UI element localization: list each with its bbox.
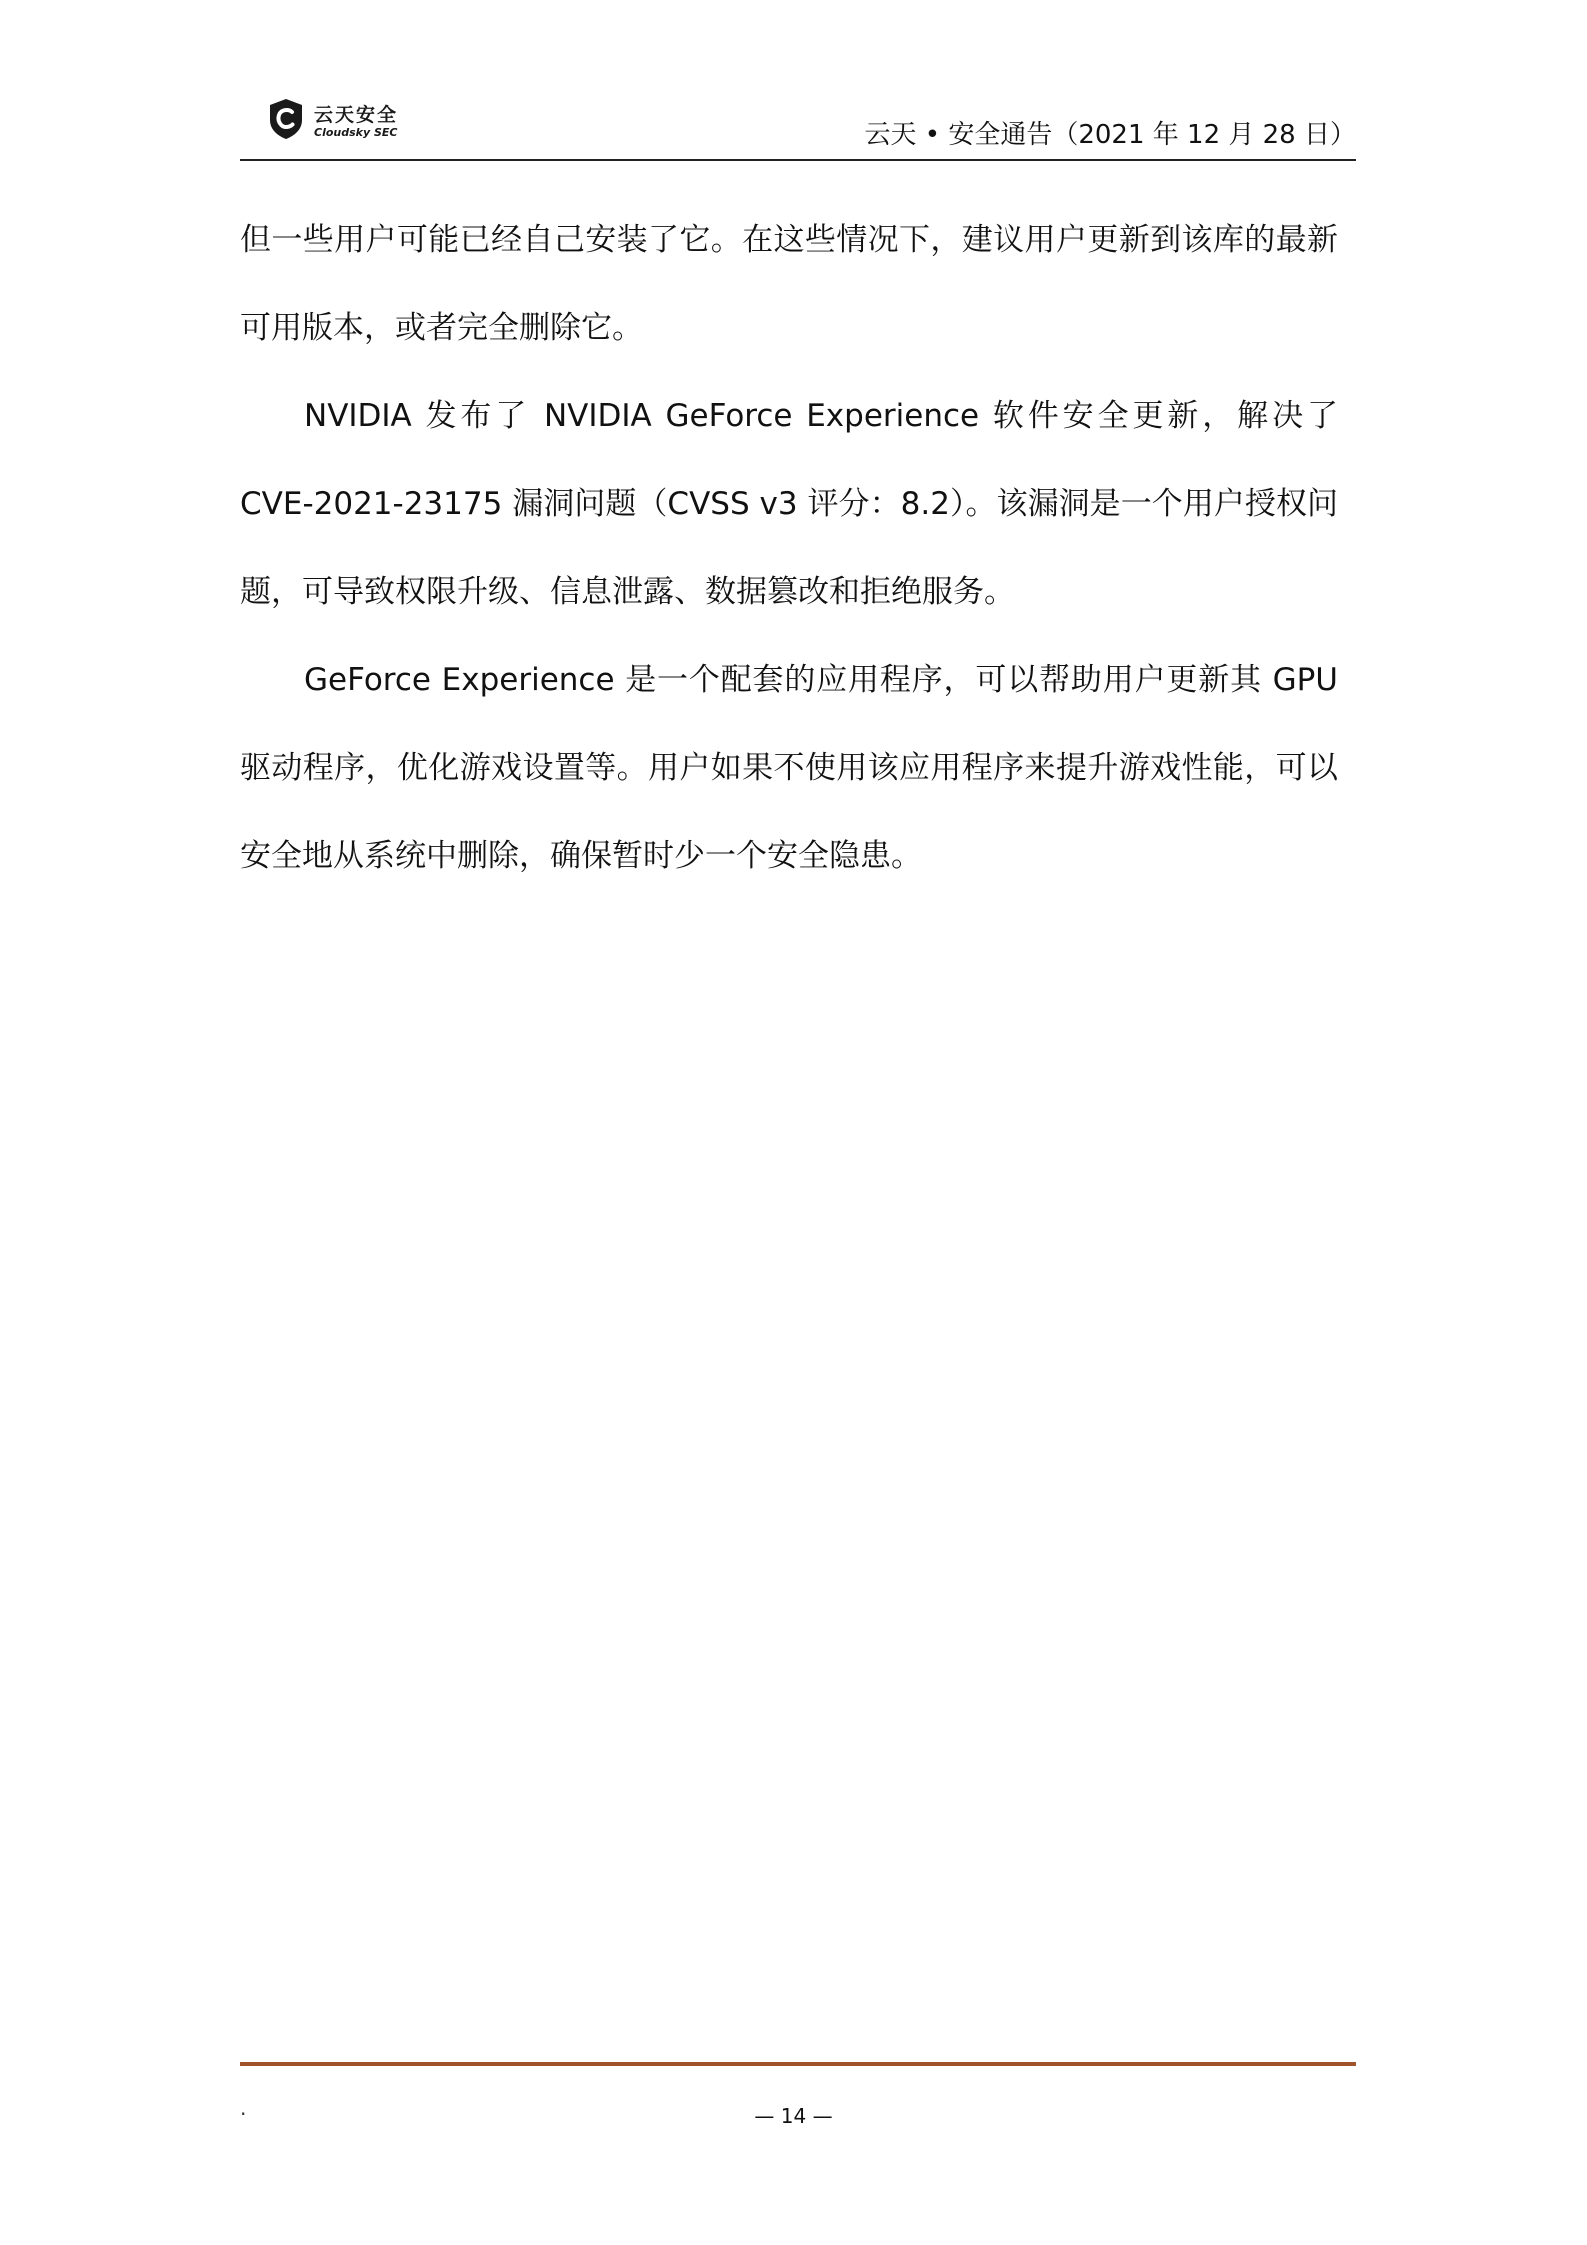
footer-divider — [240, 2062, 1356, 2066]
document-body — [240, 196, 1338, 900]
logo-english-name: Cloudsky SEC — [314, 126, 398, 139]
header-title: 云天 • 安全通告（2021 年 12 月 28 日） — [864, 120, 1356, 150]
paragraph-continuation: 但一些用户可能已经自己安装了它。在这些情况下，建议用户更新到该库的最新可用版本，或者完全删除它。 — [240, 222, 1338, 346]
company-logo — [268, 98, 468, 148]
paragraph-geforce-experience: GeForce Experience 是一个配套的应用程序，可以帮助用户更新其 GPU 驱动程序，优化游戏设置等。用户如果不使用该应用程序来提升游戏性能，可以安全地从系统中删除，确保暂时少一个安全隐患。 — [240, 662, 1338, 874]
shield-c-logo-icon — [268, 98, 304, 140]
page-number: — 14 — — [754, 2104, 833, 2128]
logo-chinese-name: 云天安全 — [314, 104, 399, 126]
page-header — [240, 88, 1356, 160]
paragraph-nvidia-update: NVIDIA 发布了 NVIDIA GeForce Experience 软件安全更新，解决了 CVE-2021-23175 漏洞问题（CVSS v3 评分：8.2）。该漏洞是一个用户授权问题，可导致权限升级、信息泄露、数据篡改和拒绝服务。 — [240, 398, 1338, 610]
footer-dot: . — [240, 2096, 247, 2120]
header-divider — [240, 159, 1356, 161]
